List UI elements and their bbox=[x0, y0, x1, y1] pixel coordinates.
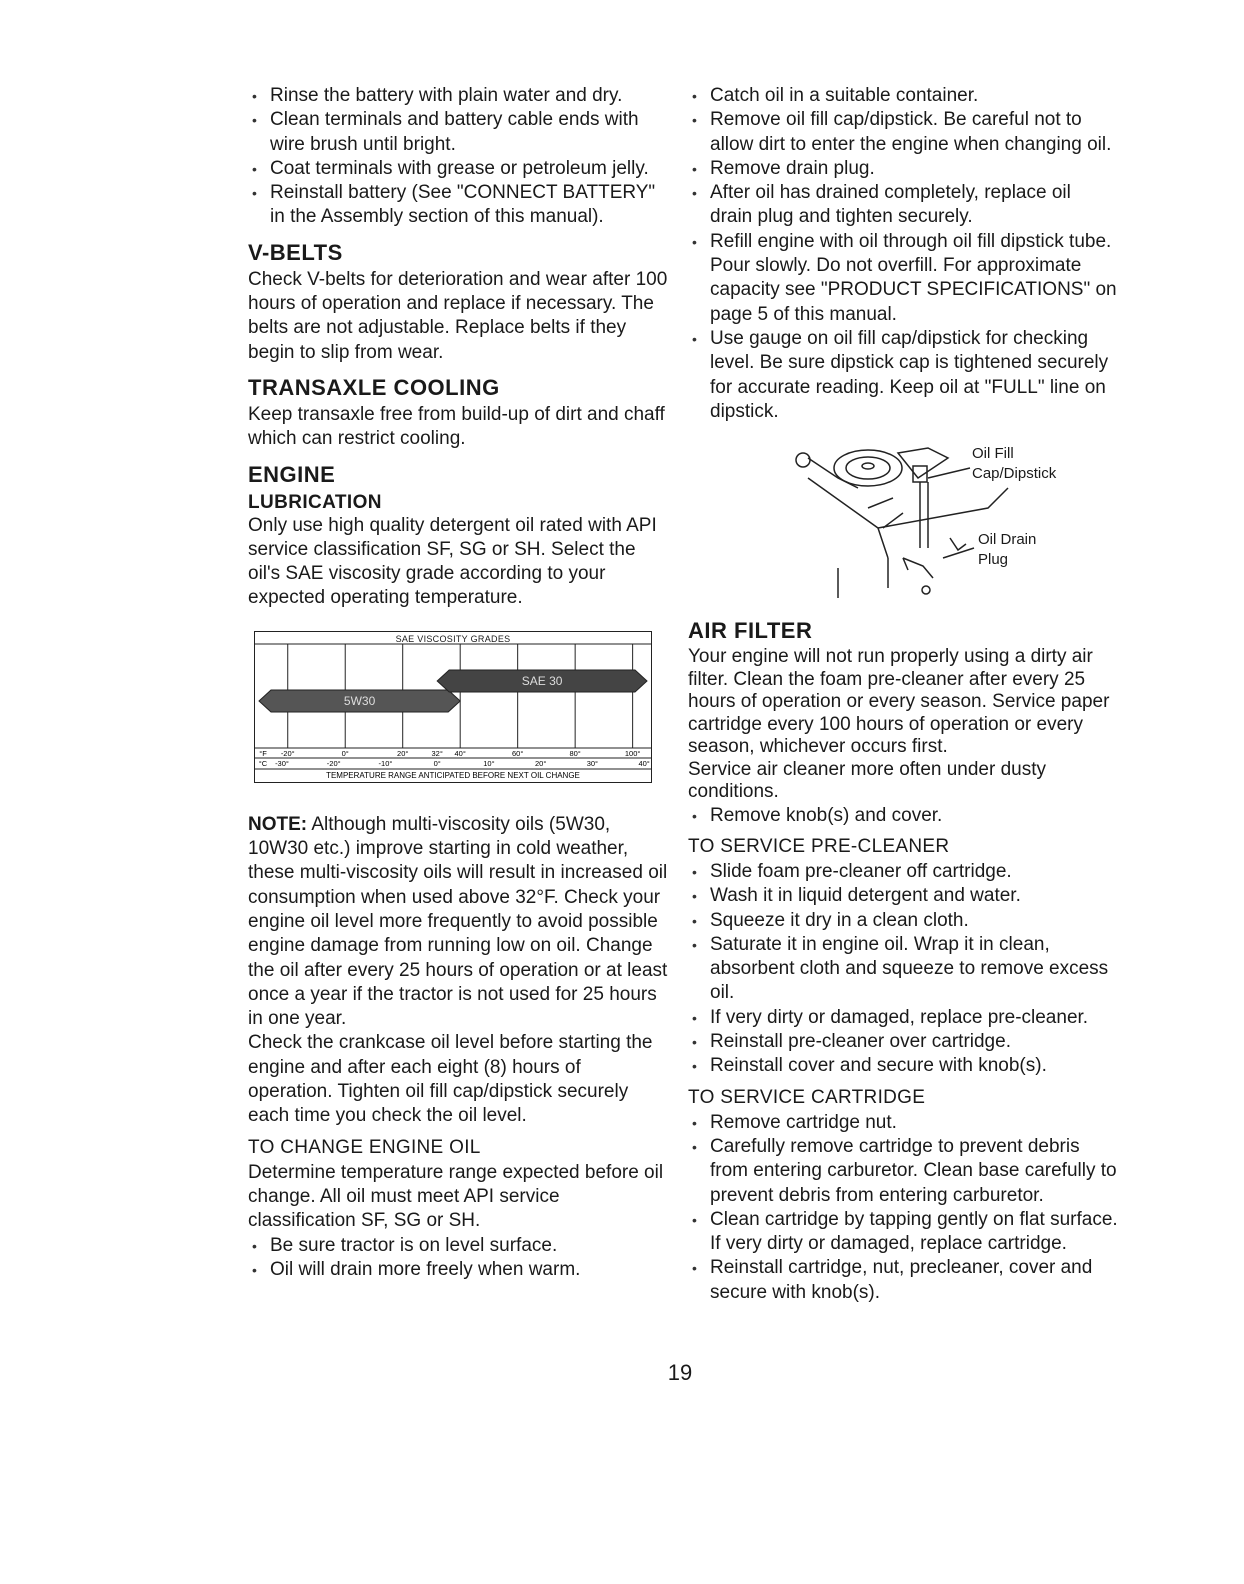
oil-drain-label-1: Oil Drain bbox=[978, 531, 1037, 549]
celsius-tick-label: 0° bbox=[433, 758, 441, 768]
precleaner-heading: TO SERVICE PRE-CLEANER bbox=[688, 835, 950, 857]
battery-bullet-list bbox=[248, 84, 668, 230]
list-item: • Clean cartridge by tapping gently on flat surface. If very dirty or damaged, replace cartridge. bbox=[688, 1208, 1118, 1257]
fahrenheit-tick-label: 80° bbox=[569, 748, 581, 758]
list-item: • Use gauge on oil fill cap/dipstick for checking level. Be sure dipstick cap is tightened securely for accurate reading. Keep oil at "FULL" line on dipstick. bbox=[688, 327, 1118, 424]
fahrenheit-tick-label: 20° bbox=[397, 748, 409, 758]
oil-drain-label-2: Plug bbox=[978, 551, 1009, 569]
celsius-tick-label: 30° bbox=[586, 758, 599, 768]
lubrication-heading: LUBRICATION bbox=[248, 491, 382, 513]
fahrenheit-tick-label: -20° bbox=[280, 748, 295, 758]
viscosity-bar-label: SAE 30 bbox=[521, 673, 563, 688]
page-number: 19 bbox=[667, 1360, 693, 1385]
list-item: • Carefully remove cartridge to prevent debris from entering carburetor. Clean base carefully to prevent debris from entering carburetor. bbox=[688, 1135, 1118, 1208]
viscosity-chart bbox=[254, 631, 652, 783]
list-item: • Saturate it in engine oil. Wrap it in clean, absorbent cloth and squeeze to remove excess oil. bbox=[688, 933, 1118, 1006]
crankcase-text: Check the crankcase oil level before starting the engine and after each eight (8) hours of operation. Tighten oil fill cap/dipstick securely each time you check the oil level. bbox=[248, 1032, 653, 1127]
list-item: • Reinstall cover and secure with knob(s). bbox=[688, 1054, 1118, 1078]
oil-bullet-list bbox=[688, 84, 1118, 424]
note-text: Although multi-viscosity oils (5W30, 10W30 etc.) improve starting in cold weather, these multi-viscosity oils will result in increased oil consumption when used above 32°F. Check your engine oil level more frequently to avoid possible engine damage from running low on oil. Change the oil after every 25 hours of operation or at least once a year if the tractor is not used for 25 hours in one year. bbox=[248, 813, 668, 1030]
change-oil-heading: TO CHANGE ENGINE OIL bbox=[248, 1136, 481, 1158]
oil-fill-label-1: Oil Fill bbox=[972, 445, 1014, 463]
list-item: • Oil will drain more freely when warm. bbox=[248, 1258, 668, 1282]
list-item: • Reinstall pre-cleaner over cartridge. bbox=[688, 1030, 1118, 1054]
vbelts-text: Check V-belts for deterioration and wear after 100 hours of operation and replace if necessary. The belts are not adjustable. Replace belts if they begin to slip from wear. bbox=[248, 268, 668, 363]
viscosity-chart-svg bbox=[255, 632, 651, 782]
lubrication-text: Only use high quality detergent oil rated with API service classification SF, SG or SH. Select the oil's SAE viscosity grade according to your expected operating temperature. bbox=[248, 514, 657, 609]
note-paragraph bbox=[248, 813, 668, 1032]
list-item: • Clean terminals and battery cable ends with wire brush until bright. bbox=[248, 108, 668, 157]
list-item: • Reinstall cartridge, nut, precleaner, cover and secure with knob(s). bbox=[688, 1256, 1118, 1305]
celsius-tick-label: °C bbox=[258, 758, 268, 768]
list-item: • Catch oil in a suitable container. bbox=[688, 84, 1118, 108]
list-item: • Rinse the battery with plain water and dry. bbox=[248, 84, 668, 108]
list-item: • After oil has drained completely, replace oil drain plug and tighten securely. bbox=[688, 181, 1118, 230]
vbelts-heading: V-BELTS bbox=[248, 239, 343, 265]
list-item: • Refill engine with oil through oil fill dipstick tube. Pour slowly. Do not overfill. For approximate capacity see "PRODUCT SPECIFICATIONS" on page 5 of this manual. bbox=[688, 230, 1118, 327]
list-item: • Remove drain plug. bbox=[688, 157, 1118, 181]
list-item: • Coat terminals with grease or petroleum jelly. bbox=[248, 157, 668, 181]
change-oil-bullet-list bbox=[248, 1234, 668, 1283]
list-item: • Remove oil fill cap/dipstick. Be careful not to allow dirt to enter the engine when changing oil. bbox=[688, 108, 1118, 157]
list-item: • Wash it in liquid detergent and water. bbox=[688, 884, 1118, 908]
note-label: NOTE: bbox=[248, 813, 308, 835]
precleaner-bullet-list bbox=[688, 860, 1118, 1079]
air-bullet-list bbox=[688, 804, 1118, 828]
celsius-tick-label: 40° bbox=[638, 758, 650, 768]
fahrenheit-tick-label: 40° bbox=[454, 748, 466, 758]
left-column bbox=[248, 84, 668, 1282]
list-item: • Squeeze it dry in a clean cloth. bbox=[688, 909, 1118, 933]
transaxle-text: Keep transaxle free from build-up of dirt and chaff which can restrict cooling. bbox=[248, 403, 665, 450]
oil-fill-label-2: Cap/Dipstick bbox=[972, 465, 1057, 483]
chart-title: SAE VISCOSITY GRADES bbox=[395, 633, 511, 644]
celsius-tick-label: 10° bbox=[483, 758, 495, 768]
oil-fill-diagram bbox=[688, 438, 1118, 618]
cartridge-heading: TO SERVICE CARTRIDGE bbox=[688, 1086, 926, 1108]
list-item: • Remove knob(s) and cover. bbox=[688, 804, 1118, 828]
cartridge-bullet-list bbox=[688, 1111, 1118, 1305]
change-oil-text: Determine temperature range expected before oil change. All oil must meet API service classification SF, SG or SH. bbox=[248, 1161, 664, 1232]
celsius-tick-label: -10° bbox=[378, 758, 393, 768]
celsius-tick-label: 20° bbox=[534, 758, 547, 768]
fahrenheit-tick-label: 32° bbox=[431, 748, 443, 758]
list-item: • Remove cartridge nut. bbox=[688, 1111, 1118, 1135]
list-item: • If very dirty or damaged, replace pre-cleaner. bbox=[688, 1006, 1118, 1030]
fahrenheit-tick-label: 60° bbox=[511, 748, 524, 758]
engine-heading: ENGINE bbox=[248, 461, 336, 487]
celsius-tick-label: -30° bbox=[275, 758, 289, 768]
chart-xlabel: TEMPERATURE RANGE ANTICIPATED BEFORE NEXT OIL CHANGE bbox=[326, 770, 580, 780]
list-item: • Reinstall battery (See "CONNECT BATTERY" in the Assembly section of this manual). bbox=[248, 181, 668, 230]
transaxle-heading: TRANSAXLE COOLING bbox=[248, 374, 500, 400]
air-filter-text: Your engine will not run properly using a dirty air filter. Clean the foam pre-cleaner after every 25 hours of operation or every season. Service paper cartridge every 100 hours of operation or every season, whichever occurs first. bbox=[688, 646, 1110, 758]
list-item: • Slide foam pre-cleaner off cartridge. bbox=[688, 860, 1118, 884]
list-item: • Be sure tractor is on level surface. bbox=[248, 1234, 668, 1258]
fahrenheit-tick-label: 100° bbox=[624, 748, 641, 758]
air-filter-heading: AIR FILTER bbox=[688, 618, 813, 644]
air-filter-text-2: Service air cleaner more often under dusty conditions. bbox=[688, 758, 1047, 803]
fahrenheit-tick-label: 0° bbox=[341, 748, 349, 758]
right-column bbox=[688, 84, 1118, 1305]
fahrenheit-tick-label: °F bbox=[259, 748, 267, 758]
celsius-tick-label: -20° bbox=[326, 758, 341, 768]
viscosity-bar-label: 5W30 bbox=[343, 693, 376, 708]
